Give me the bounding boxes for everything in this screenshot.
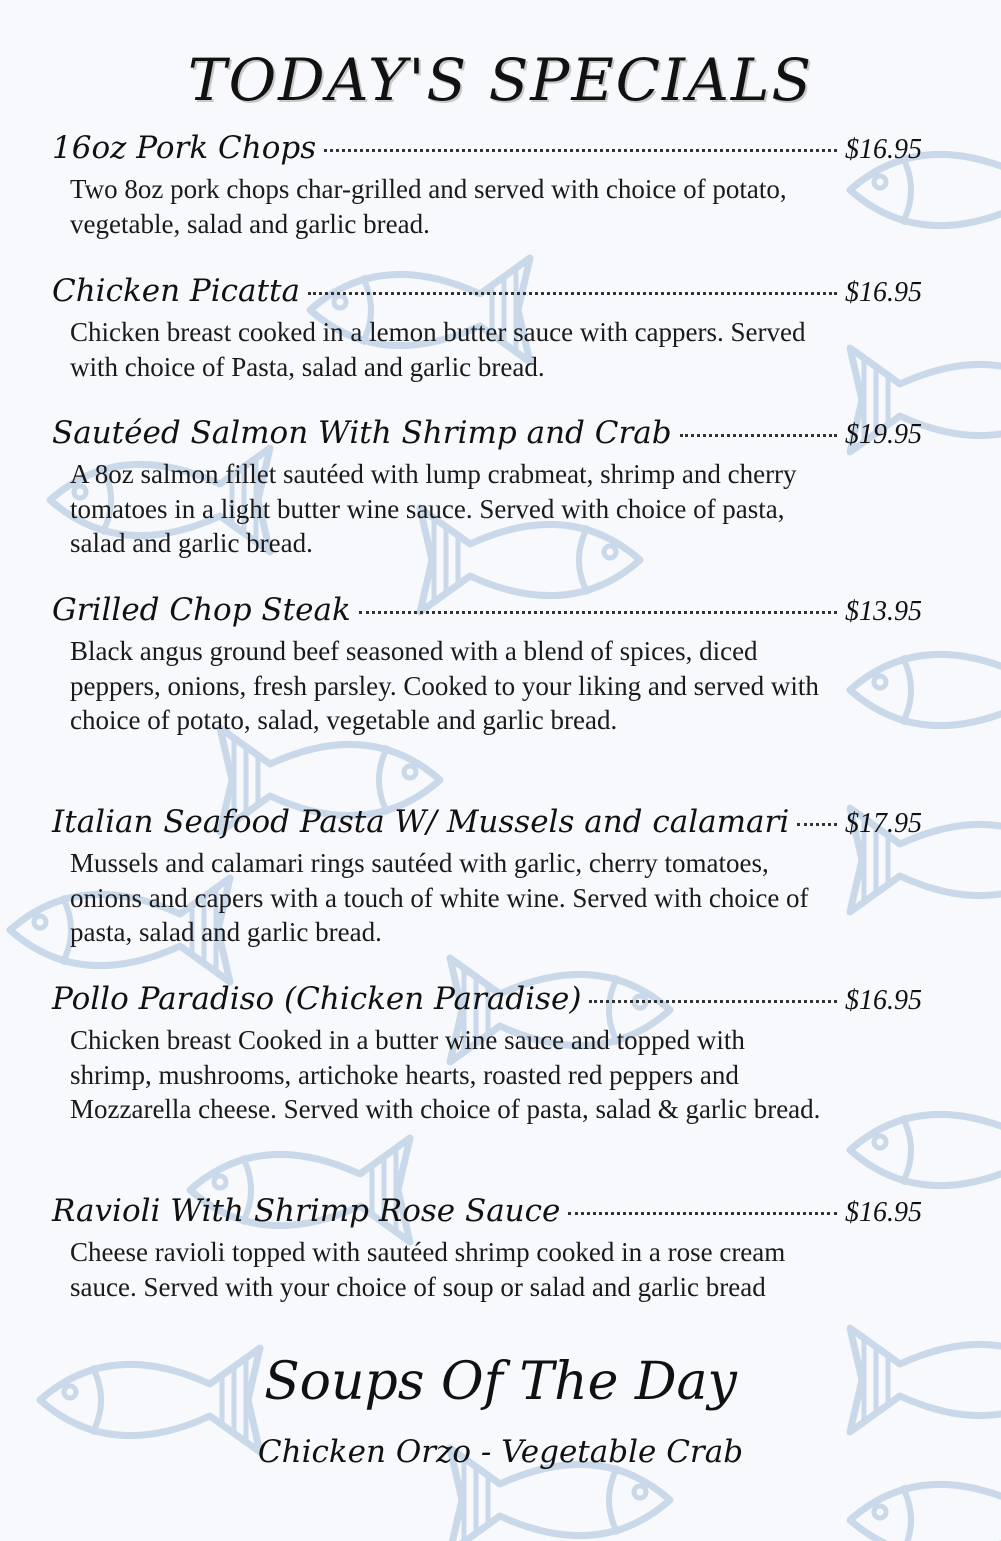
menu-item xyxy=(52,273,922,384)
menu-item xyxy=(52,415,922,561)
soups-list: Chicken Orzo - Vegetable Crab xyxy=(257,1434,744,1470)
menu-item-price: $16.95 xyxy=(845,985,922,1016)
menu-item-name: Sautéed Salmon With Shrimp and Crab xyxy=(52,415,672,451)
menu-item-name: Ravioli With Shrimp Rose Sauce xyxy=(52,1193,561,1229)
dot-leader xyxy=(359,611,837,614)
menu-item-description: Mussels and calamari rings sautéed with garlic, cherry tomatoes, onions and capers with a touch of white wine. Served with choice of pasta, salad and garlic bread. xyxy=(70,848,809,947)
menu-item-description: A 8oz salmon fillet sautéed with lump crabmeat, shrimp and cherry tomatoes in a light butter wine sauce. Served with choice of pasta, salad and garlic bread. xyxy=(70,459,797,558)
menu-item-description: Chicken breast Cooked in a butter wine sauce and topped with shrimp, mushrooms, artichoke hearts, roasted red peppers and Mozzarella cheese. Served with choice of pasta, salad & garlic bread. xyxy=(70,1025,821,1124)
menu-item-name: Italian Seafood Pasta W/ Mussels and calamari xyxy=(52,804,790,840)
dot-leader xyxy=(568,1212,837,1215)
menu-item xyxy=(52,592,922,738)
menu-item-name: Grilled Chop Steak xyxy=(52,592,351,628)
menu-item-header xyxy=(52,415,922,453)
menu-item xyxy=(52,130,922,241)
menu-item-header xyxy=(52,273,922,311)
menu-item-description: Cheese ravioli topped with sautéed shrimp cooked in a rose cream sauce. Served with your choice of soup or salad and garlic bread xyxy=(70,1237,786,1302)
menu-item-header xyxy=(52,981,922,1019)
menu-item-price: $16.95 xyxy=(845,277,922,308)
menu-item-description: Black angus ground beef seasoned with a blend of spices, diced peppers, onions, fresh parsley. Cooked to your liking and served with choice of potato, salad, vegetable and garlic bread. xyxy=(70,636,819,735)
menu-item-price: $19.95 xyxy=(845,419,922,450)
menu-item-name: 16oz Pork Chops xyxy=(52,130,317,166)
menu-item-header xyxy=(52,1193,922,1231)
dot-leader xyxy=(324,149,837,152)
menu-item-price: $16.95 xyxy=(845,1197,922,1228)
dot-leader xyxy=(589,1000,837,1003)
menu-item xyxy=(52,1193,922,1304)
menu-item-price: $16.95 xyxy=(845,134,922,165)
menu-item-header xyxy=(52,130,922,168)
menu-item-price: $17.95 xyxy=(845,808,922,839)
menu-item-header xyxy=(52,592,922,630)
dot-leader xyxy=(797,823,837,826)
menu-item xyxy=(52,804,922,950)
menu-item-price: $13.95 xyxy=(845,596,922,627)
soups-title: Soups Of The Day xyxy=(264,1352,737,1412)
menu-item xyxy=(52,981,922,1127)
page-title: TODAY'S SPECIALS xyxy=(187,46,814,114)
menu-item-name: Chicken Picatta xyxy=(52,273,300,309)
menu-item-description: Chicken breast cooked in a lemon butter sauce with cappers. Served with choice of Pasta, salad and garlic bread. xyxy=(70,317,806,382)
menu-item-header xyxy=(52,804,922,842)
dot-leader xyxy=(680,434,837,437)
menu-item-description: Two 8oz pork chops char-grilled and served with choice of potato, vegetable, salad and garlic bread. xyxy=(70,174,787,239)
menu-item-name: Pollo Paradiso (Chicken Paradise) xyxy=(52,981,582,1017)
dot-leader xyxy=(308,292,837,295)
